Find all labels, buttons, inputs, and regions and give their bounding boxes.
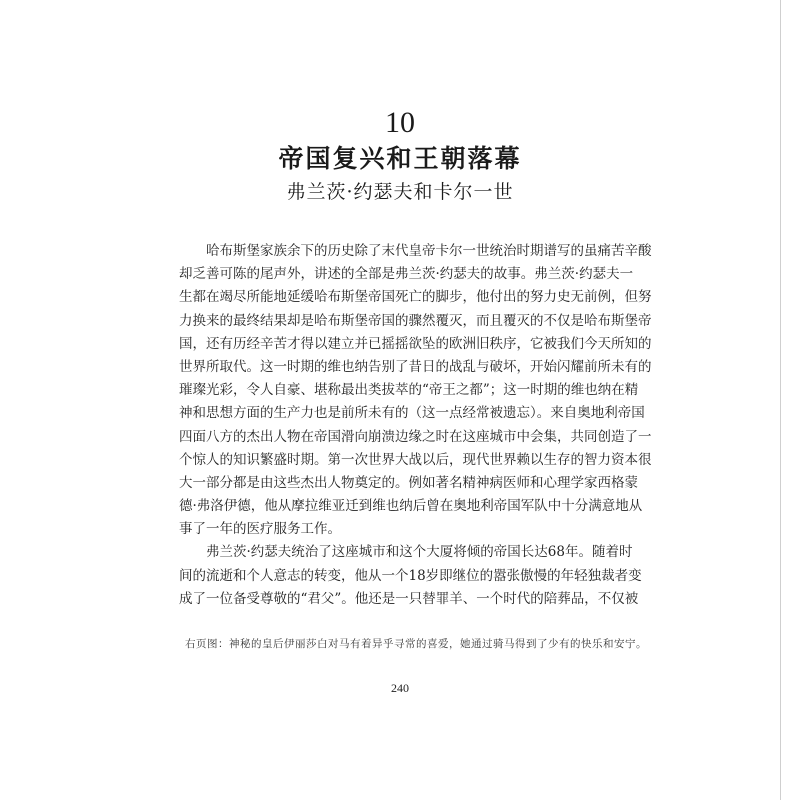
text-line: 却乏善可陈的尾声外，讲述的全部是弗兰茨·约瑟夫的故事。弗兰茨·约瑟夫一: [179, 266, 634, 283]
text-line: 个惊人的知识繁盛时期。第一次世界大战以后，现代世界赖以生存的智力资本很: [179, 451, 652, 468]
text-line: 弗兰茨·约瑟夫统治了这座城市和这个大厦将倾的帝国长达68年。随着时: [206, 544, 633, 561]
page-number: 240: [391, 681, 409, 695]
paragraph-1: [179, 240, 652, 541]
chapter-number: 10: [385, 106, 415, 139]
text-line: 大一部分都是由这些杰出人物奠定的。例如著名精神病医师和心理学家西格蒙: [179, 474, 638, 491]
chapter-subtitle: 弗兰茨·约瑟夫和卡尔一世: [286, 181, 514, 203]
text-line: 生都在竭尽所能地延缓哈布斯堡帝国死亡的脚步，他付出的努力史无前例，但努: [179, 289, 652, 306]
text-line: 璀璨光彩，令人自豪、堪称最出类拔萃的“帝王之都”；这一时期的维也纳在精: [179, 382, 639, 399]
text-line: 德·弗洛伊德，他从摩拉维亚迁到维也纳后曾在奥地利帝国军队中十分满意地从: [179, 498, 643, 515]
text-line: 间的流逝和个人意志的转变，他从一个18岁即继位的嚣张傲慢的年轻独裁者变: [179, 567, 642, 584]
text-line: 哈布斯堡家族余下的历史除了末代皇帝卡尔一世统治时期谱写的虽痛苦辛酸: [206, 243, 652, 259]
text-line: 国，还有历经辛苦才得以建立并已摇摇欲坠的欧洲旧秩序，它被我们今天所知的: [179, 335, 652, 352]
text-line: 成了一位备受尊敬的“君父”。他还是一只替罪羊、一个时代的陪葬品，不仅被: [179, 590, 639, 607]
text-line: 四面八方的杰出人物在帝国滑向崩溃边缘之时在这座城市中会集，共同创造了一: [179, 428, 652, 445]
figure-caption: 右页图：神秘的皇后伊丽莎白对马有着异乎寻常的喜爱，她通过骑马得到了少有的快乐和安宁。: [185, 638, 647, 650]
paragraph-2: [179, 541, 642, 611]
text-line: 世界所取代。这一时期的维也纳告别了昔日的战乱与破坏，开始闪耀前所未有的: [179, 358, 652, 375]
chapter-title: 帝国复兴和王朝落幕: [278, 144, 522, 173]
text-line: 力换来的最终结果却是哈布斯堡帝国的骤然覆灭，而且覆灭的不仅是哈布斯堡帝: [179, 312, 652, 329]
text-line: 神和思想方面的生产力也是前所未有的（这一点经常被遗忘）。来自奥地利帝国: [179, 405, 645, 422]
text-line: 事了一年的医疗服务工作。: [179, 521, 341, 538]
body-text: [179, 240, 652, 611]
